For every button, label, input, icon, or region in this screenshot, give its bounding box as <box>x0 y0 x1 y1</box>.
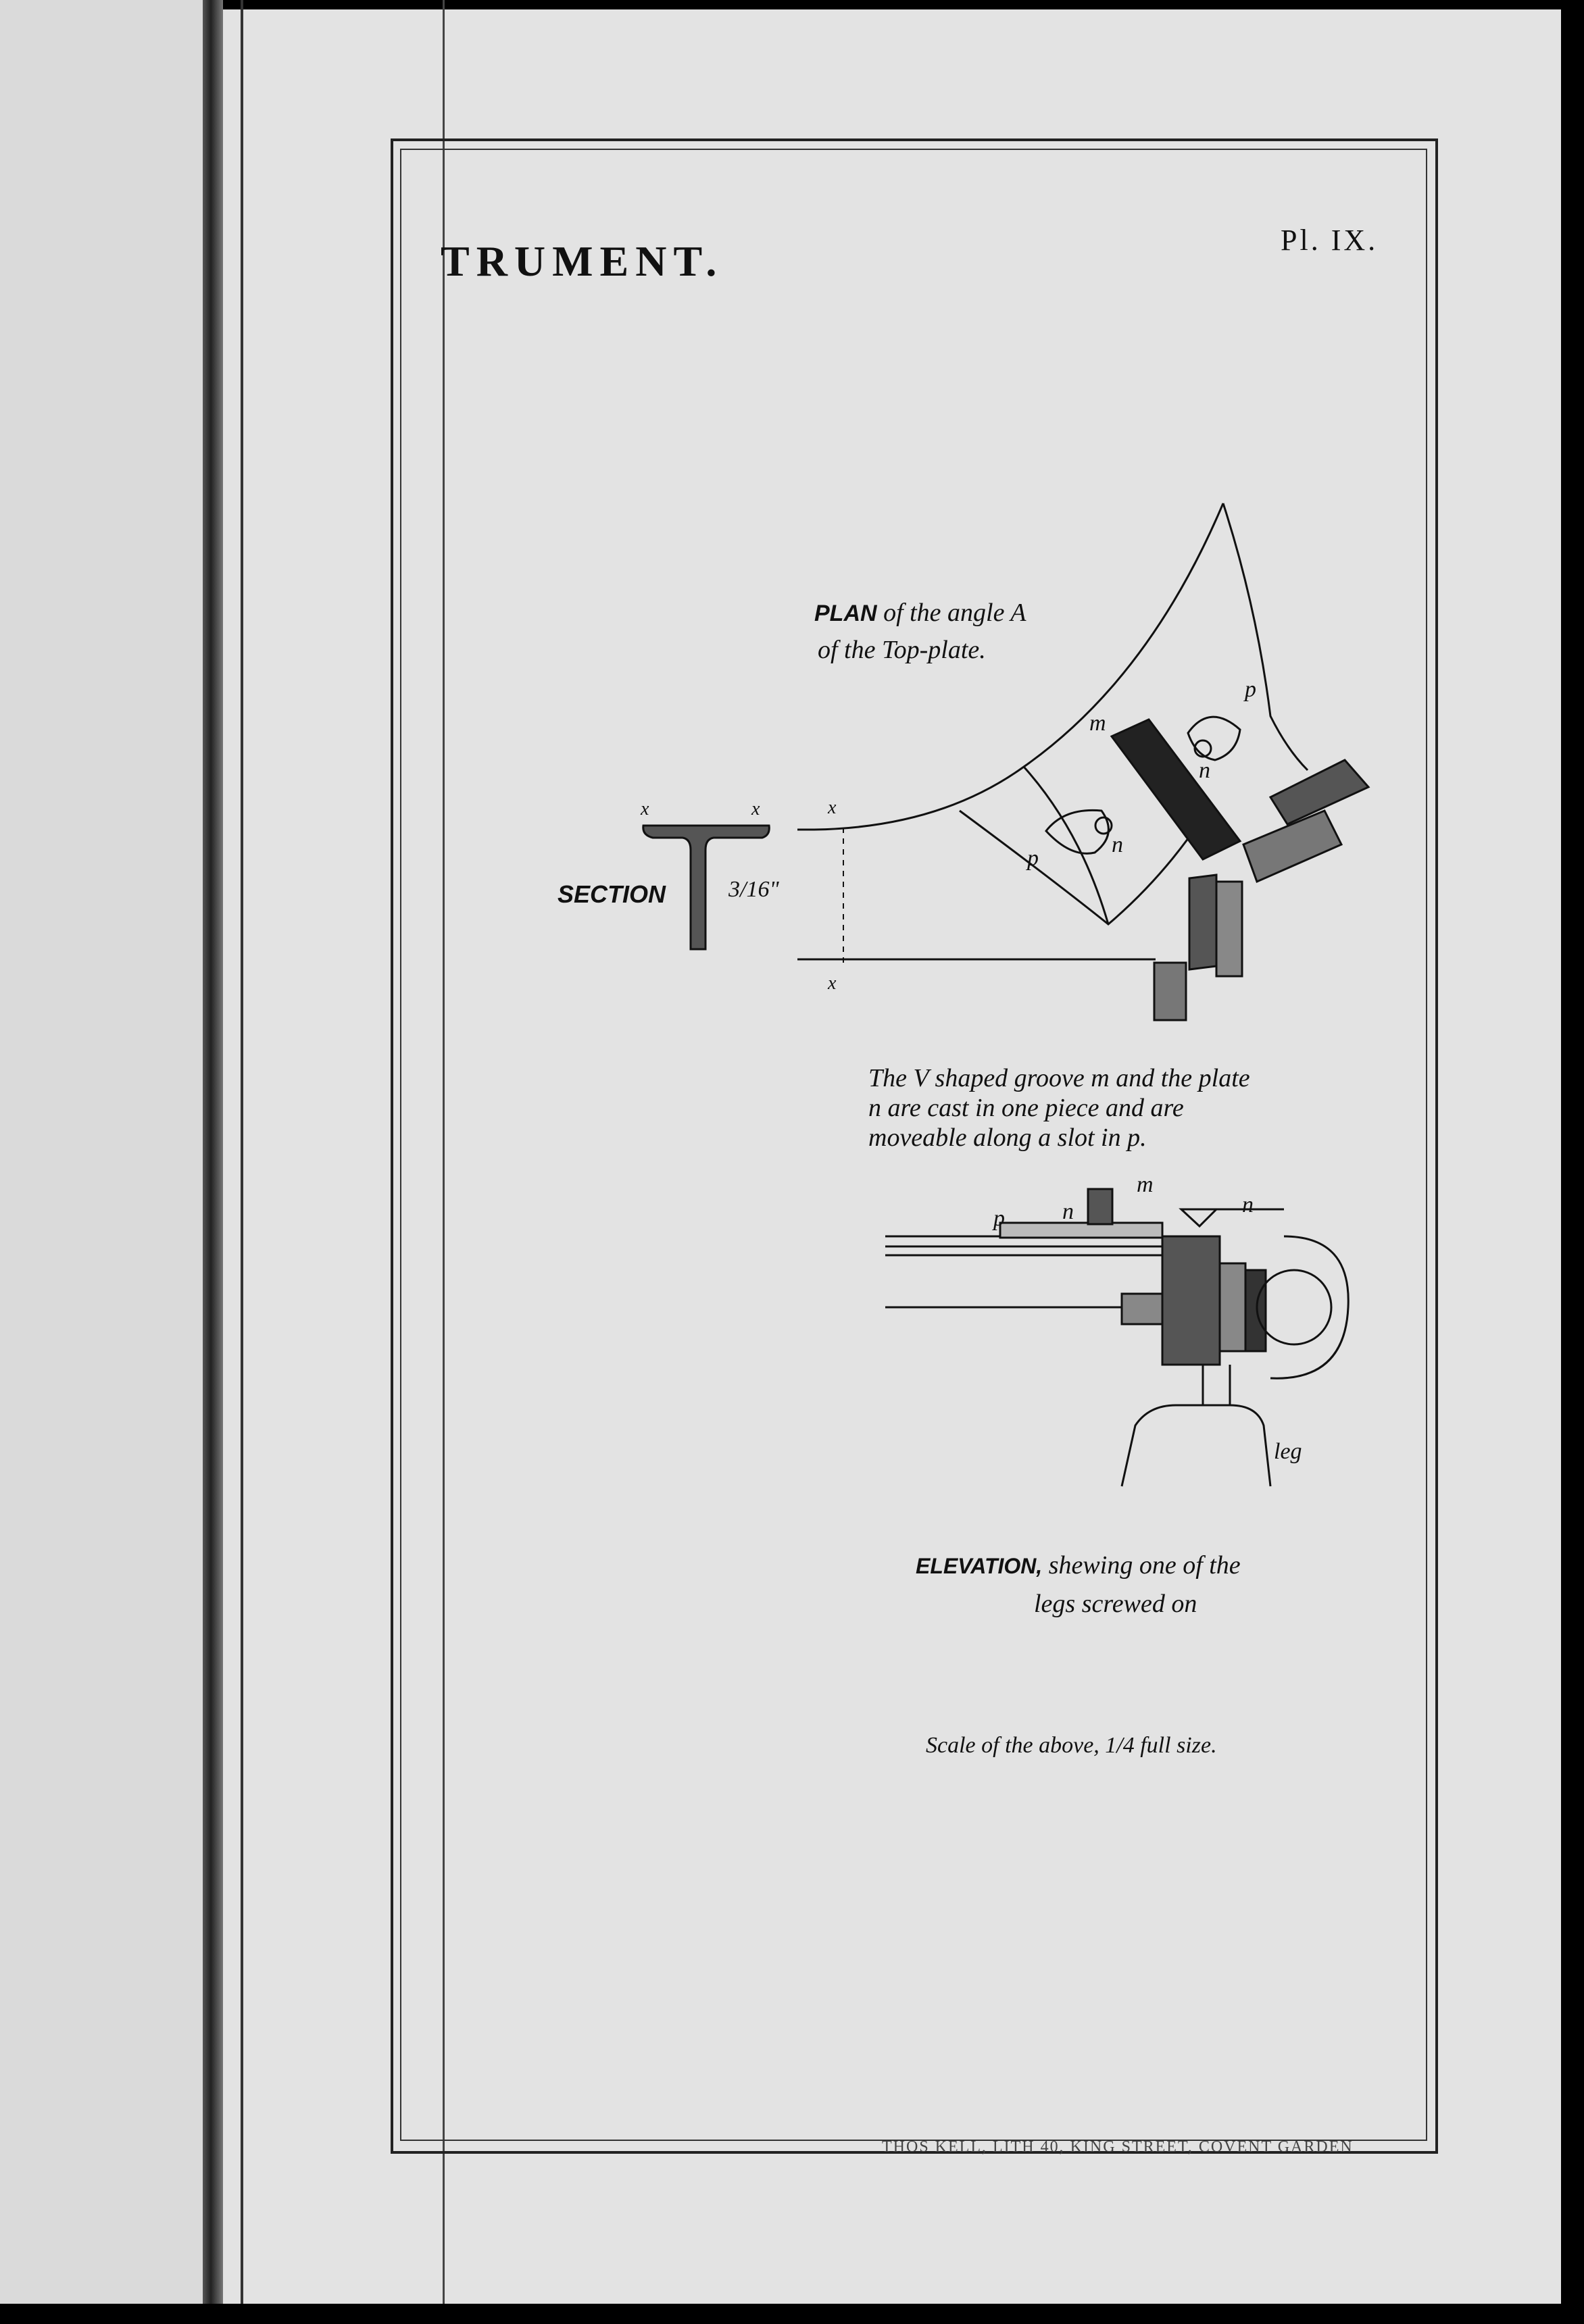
elevation-caption-bold: ELEVATION, <box>916 1554 1043 1578</box>
description-line1: The V shaped groove m and the plate <box>868 1064 1250 1092</box>
plan-label-x-top: x <box>828 797 837 818</box>
section-label: SECTION <box>558 880 666 908</box>
section-label-x-right: x <box>751 799 760 819</box>
plan-caption-bold: PLAN <box>814 601 877 626</box>
plan-drawing <box>797 503 1368 1020</box>
plan-label-n-bottom: n <box>1112 832 1123 857</box>
section-label-x-left: x <box>641 799 649 819</box>
elevation-label-leg: leg <box>1274 1439 1302 1464</box>
plate-title: TRUMENT. <box>441 237 724 285</box>
elevation-caption-line1 <box>916 1550 1241 1580</box>
elevation-label-n-left: n <box>1062 1199 1074 1224</box>
section-dimension: 3/16" <box>728 877 779 902</box>
elevation-label-n-right: n <box>1242 1192 1254 1217</box>
scale-note: Scale of the above, 1/4 full size. <box>926 1733 1217 1758</box>
plate-number: Pl. IX. <box>1281 224 1379 257</box>
elevation-label-p: p <box>993 1206 1005 1231</box>
plan-label-p-bottom: p <box>1027 846 1039 871</box>
description-line3: moveable along a slot in p. <box>868 1123 1147 1152</box>
section-t-profile <box>643 826 770 949</box>
plan-caption-line2: of the Top-plate. <box>818 636 986 664</box>
elevation-caption-rest: shewing one of the <box>1042 1551 1241 1580</box>
description-line2: n are cast in one piece and are <box>868 1094 1184 1122</box>
elevation-label-m: m <box>1137 1172 1154 1197</box>
plan-label-x-bottom: x <box>828 973 837 994</box>
lithographer-imprint: THOS KELL, LITH 40, KING STREET, COVENT GARDEN <box>882 2138 1354 2156</box>
elevation-caption-line2: legs screwed on <box>1034 1590 1197 1618</box>
plan-label-m: m <box>1089 711 1106 736</box>
plan-caption-rest: of the angle A <box>876 599 1026 627</box>
plan-label-n-top: n <box>1199 758 1210 783</box>
plan-label-p-top: p <box>1245 677 1256 702</box>
